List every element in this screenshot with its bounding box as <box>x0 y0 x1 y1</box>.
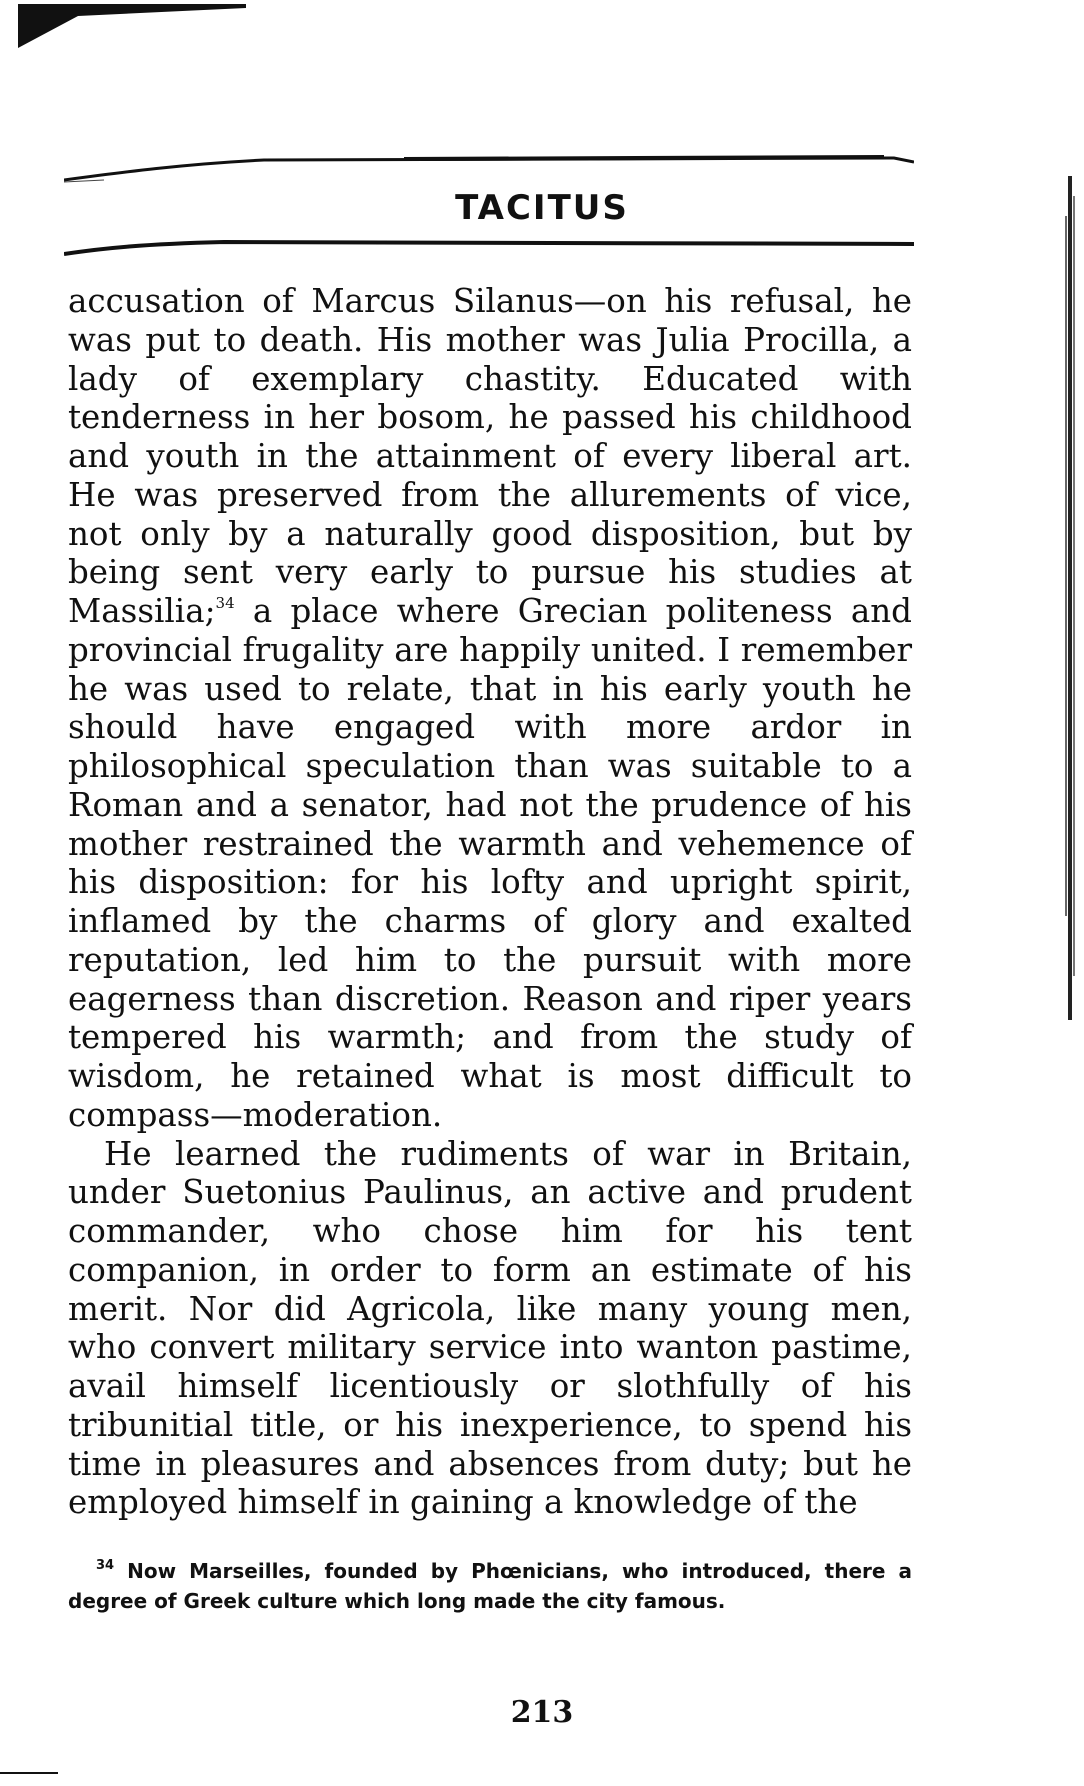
footnote-34 <box>68 1556 912 1616</box>
body-text <box>68 282 912 1522</box>
paragraph-1-text-after-ref: a place where Grecian politeness and provincial frugality are happily united. I remember he was used to relate, that in his early youth he should have engaged with more ardor in philosophical speculation than was suitable to a Roman and a senator, had not the prudence of his mother restrained the warmth and vehemence of his disposition: for his lofty and upright spirit, inflamed by the charms of glory and exalted reputation, led him to the pursuit with more eagerness than discretion. Reason and riper years tempered his warmth; and from the study of wisdom, he retained what is most difficult to compass—moderation. <box>68 592 912 1134</box>
footnote-number: 34 <box>96 1558 115 1573</box>
header-rule-bottom <box>64 238 914 258</box>
page-number: 213 <box>510 1695 574 1730</box>
footnote-text: Now Marseilles, founded by Phœnicians, who introduced, there a degree of Greek culture which long made the city famous. <box>68 1559 912 1613</box>
paragraph-1-text-before-ref: accusation of Marcus Silanus—on his refusal, he was put to death. His mother was Julia Procilla, a lady of exemplary chastity. Educated with tenderness in her bosom, he passed his childhood and youth in the attainment of every liberal art. He was preserved from the allurements of vice, not only by a naturally good disposition, but by being sent very early to pursue his studies at Massilia; <box>68 282 912 630</box>
running-head: TACITUS <box>455 188 629 228</box>
paragraph-2: He learned the rudiments of war in Britain, under Suetonius Paulinus, an active and prudent commander, who chose him for his tent companion, in order to form an estimate of his merit. Nor did Agricola, like many young men, who convert military service into wanton pastime, avail himself licentiously or slothfully of his tribunitial title, or his inexperience, to spend his time in pleasures and absences from duty; but he employed himself in gaining a knowledge of the <box>68 1134 912 1522</box>
page-edge-shadow <box>1064 176 1076 1020</box>
corner-ink-mark <box>18 4 246 48</box>
paragraph-1 <box>68 282 912 1135</box>
footnotes <box>68 1556 912 1616</box>
header-rule-top <box>64 150 914 190</box>
footnote-reference: 34 <box>215 594 235 612</box>
bottom-ink-mark <box>0 1770 58 1776</box>
